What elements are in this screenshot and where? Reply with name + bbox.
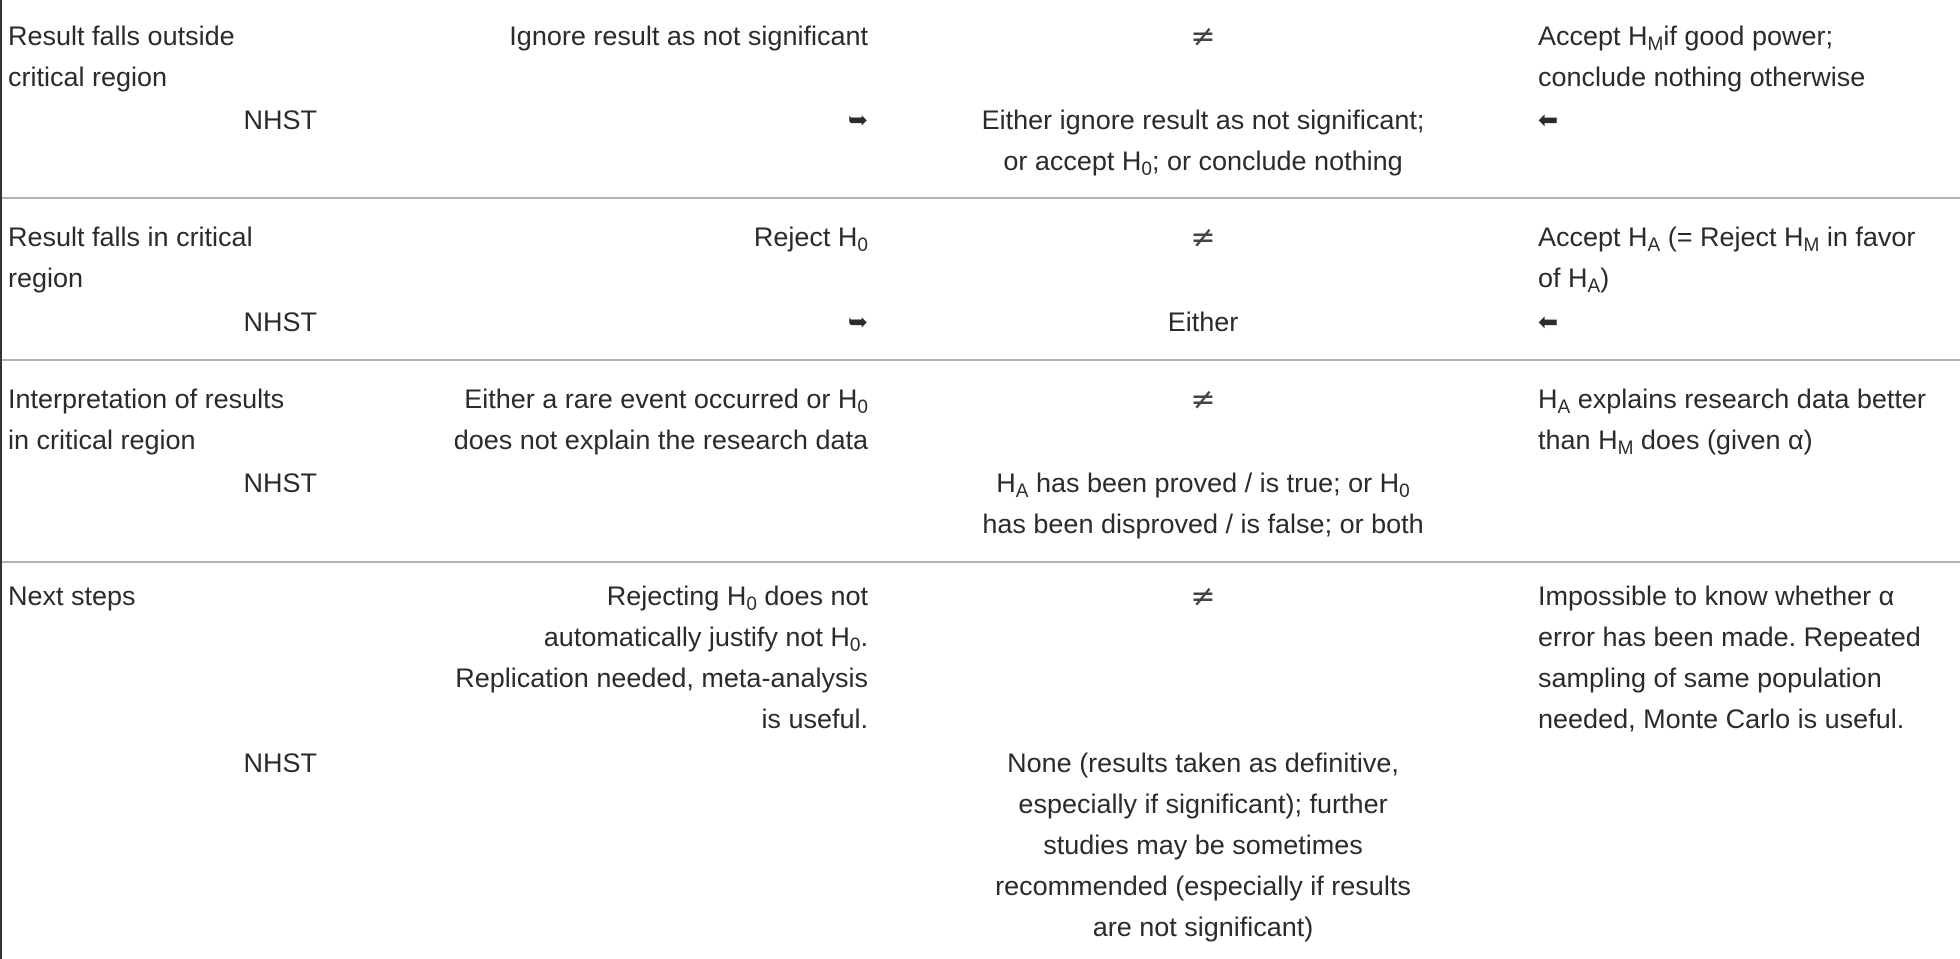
neyman-pearson-line: conclude nothing otherwise: [1538, 62, 1866, 92]
neyman-pearson-line: error has been made. Repeated: [1538, 622, 1921, 652]
neyman-pearson-line: sampling of same population: [1538, 663, 1882, 693]
fisher-cell: [400, 217, 868, 258]
nhst-cell: [900, 463, 1506, 545]
nhst-line: studies may be sometimes: [1043, 830, 1363, 860]
fisher-cell: [400, 576, 868, 740]
nhst-arrow-left-icon: ⬅: [1538, 106, 1559, 134]
fisher-cell: [400, 379, 868, 461]
row-divider: [2, 561, 1960, 563]
nhst-line: recommended (especially if results: [995, 871, 1411, 901]
neyman-pearson-cell: [1538, 379, 1960, 461]
nhst-line: has been disproved / is false; or both: [982, 509, 1424, 539]
fisher-cell: [400, 16, 868, 57]
table-left-border: [0, 0, 2, 959]
row-label-line: region: [8, 263, 84, 293]
row-label: [8, 217, 328, 299]
neyman-pearson-line: of $H_A$): [1538, 263, 1610, 297]
row-divider: [2, 197, 1960, 199]
fisher-line: does not explain the research data: [453, 425, 868, 455]
neyman-pearson-line: Accept $H_Mif$ good power;: [1538, 21, 1833, 55]
nhst-line: or accept $H_0$; or conclude nothing: [1003, 146, 1403, 180]
not-equal-symbol: ≠: [1190, 382, 1216, 417]
nhst-line: Either ignore result as not significant;: [981, 105, 1425, 135]
nhst-cell: [900, 743, 1506, 948]
row-label-line: critical region: [8, 62, 168, 92]
fisher-line: Reject $H_0$: [753, 222, 868, 256]
neyman-pearson-line: than $H_M$ does (given α): [1538, 425, 1813, 459]
fisher-line: Either a rare event occurred or $H_0$: [464, 384, 868, 418]
row-label-line: Interpretation of results: [8, 384, 285, 414]
nhst-line: Either: [1167, 307, 1239, 337]
fisher-line: Rejecting $H_0$ does not: [606, 581, 868, 615]
nhst-line: are not significant): [1092, 912, 1314, 942]
nhst-line: especially if significant); further: [1018, 789, 1388, 819]
row-label-line: Result falls outside: [8, 21, 235, 51]
neyman-pearson-cell: [1538, 576, 1960, 740]
row-label-line: Result falls in critical: [8, 222, 253, 252]
row-divider: [2, 359, 1960, 361]
not-equal-symbol: ≠: [1190, 579, 1216, 614]
neyman-pearson-cell: [1538, 217, 1960, 299]
row-label: [8, 576, 328, 617]
nhst-line: $H_A$ has been proved / is true; or $H_0$: [996, 468, 1410, 502]
not-equal-symbol: ≠: [1190, 220, 1216, 255]
neyman-pearson-line: Impossible to know whether α: [1538, 581, 1895, 611]
nhst-arrow-right-icon: ➥: [847, 106, 868, 134]
nhst-cell: [900, 100, 1506, 182]
nhst-arrow-left-icon: ⬅: [1538, 308, 1559, 336]
neyman-pearson-line: $H_A$ explains research data better: [1538, 384, 1926, 418]
neyman-pearson-line: Accept $H_A$ (= Reject $H_M$ in favor: [1538, 222, 1916, 256]
nhst-cell: [900, 302, 1506, 343]
fisher-line: automatically justify not $H_0$.: [543, 622, 868, 656]
fisher-line: is useful.: [761, 704, 868, 734]
nhst-row-label: NHST: [243, 307, 317, 337]
nhst-row-label: NHST: [243, 468, 317, 498]
not-equal-symbol: ≠: [1190, 19, 1216, 54]
nhst-line: None (results taken as definitive,: [1007, 748, 1399, 778]
neyman-pearson-line: needed, Monte Carlo is useful.: [1538, 704, 1905, 734]
row-label: [8, 16, 328, 98]
row-label-line: Next steps: [8, 581, 136, 611]
row-label-line: in critical region: [8, 425, 196, 455]
nhst-row-label: NHST: [243, 105, 317, 135]
nhst-row-label: NHST: [243, 748, 317, 778]
neyman-pearson-cell: [1538, 16, 1960, 98]
row-label: [8, 379, 328, 461]
fisher-line: Ignore result as not significant: [509, 21, 868, 51]
fisher-line: Replication needed, meta-analysis: [455, 663, 868, 693]
nhst-arrow-right-icon: ➥: [847, 308, 868, 336]
